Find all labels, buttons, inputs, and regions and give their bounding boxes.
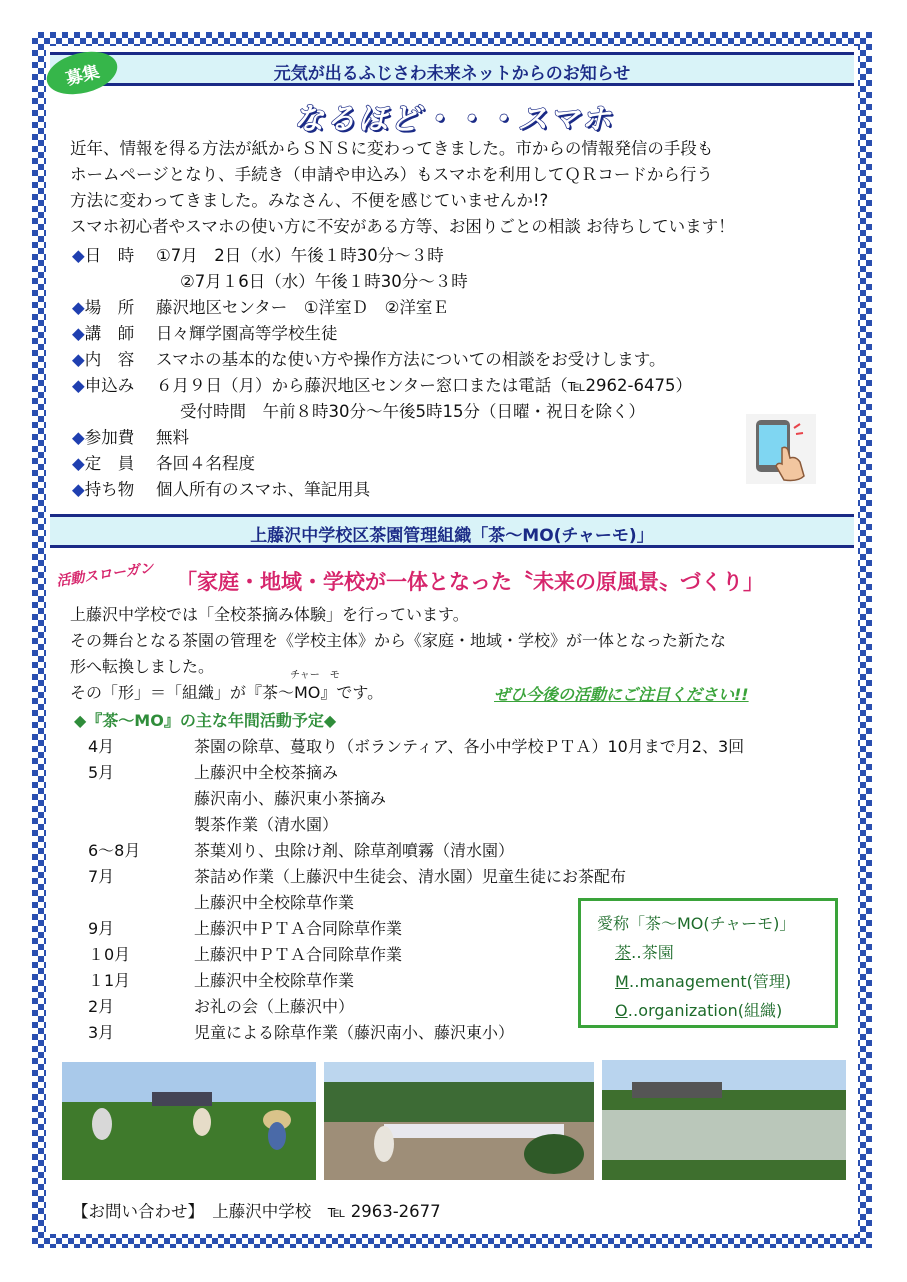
schedule-activity: 上藤沢中全校除草作業	[194, 893, 355, 912]
recruit-badge: 募集	[42, 45, 122, 101]
nickname-legend	[578, 898, 838, 1028]
schedule-month: 3月	[88, 1023, 115, 1042]
schedule-activity: 上藤沢中全校茶摘み	[194, 763, 339, 782]
intro-line: スマホ初心者やスマホの使い方に不安がある方等、お困りごとの相談 お待ちしています！	[70, 217, 735, 236]
legend-item: M‥management(管理)	[615, 972, 792, 991]
schedule-month: 9月	[88, 919, 115, 938]
detail-row: ◆日 時 ①7月 2日（水）午後１時30分～３時	[72, 246, 444, 265]
detail-row: ②7月１6日（水）午後１時30分～３時	[180, 272, 468, 291]
detail-row: ◆内 容 スマホの基本的な使い方や操作方法についての相談をお受けします。	[72, 350, 666, 369]
detail-row: ◆参加費 無料	[72, 428, 189, 447]
section2-banner	[50, 514, 854, 548]
schedule-activity: 茶詰め作業（上藤沢中生徒会、清水園）児童生徒にお茶配布	[194, 867, 627, 886]
schedule-month: 4月	[88, 737, 115, 756]
section2-header: 上藤沢中学校区茶園管理組織「茶～MO(チャーモ)」	[250, 526, 654, 546]
slogan-label: 活動スローガン	[55, 560, 155, 590]
intro-line: その舞台となる茶園の管理を《学校主体》から《家庭・地域・学校》が一体となった新たな	[70, 631, 727, 650]
schedule-activity: 上藤沢中ＰＴＡ合同除草作業	[194, 945, 403, 964]
legend-item: O‥organization(組織)	[615, 1001, 783, 1020]
ruby-text: チャー モ	[290, 670, 340, 681]
schedule-activity: 上藤沢中ＰＴＡ合同除草作業	[194, 919, 403, 938]
schedule-activity: お礼の会（上藤沢中）	[194, 997, 355, 1016]
detail-row: ◆申込み ６月９日（月）から藤沢地区センター窓口または電話（℡2962-6475）	[72, 376, 692, 395]
schedule-activity: 上藤沢中全校除草作業	[194, 971, 355, 990]
intro-line: 上藤沢中学校では「全校茶摘み体験」を行っています。	[70, 605, 469, 624]
schedule-activity: 藤沢南小、藤沢東小茶摘み	[194, 789, 387, 808]
intro-text	[70, 136, 735, 240]
section1-header: 元気が出るふじさわ未来ネットからのお知らせ	[273, 64, 631, 84]
schedule-month: 2月	[88, 997, 115, 1016]
smartphone-icon	[746, 414, 816, 484]
intro-line: 方法に変わってきました。みなさん、不便を感じていませんか!?	[70, 191, 549, 210]
schedule-month: １1月	[88, 971, 131, 990]
attention-note: ぜひ今後の活動にご注目ください!!	[494, 685, 749, 704]
detail-row: 受付時間 午前８時30分～午後5時15分（日曜・祝日を除く）	[180, 402, 645, 421]
section1-banner	[50, 52, 854, 86]
schedule-activity: 製茶作業（清水園）	[194, 815, 339, 834]
detail-row: ◆定 員 各回４名程度	[72, 454, 255, 473]
intro-line: 近年、情報を得る方法が紙からＳＮＳに変わってきました。市からの情報発信の手段も	[70, 139, 714, 158]
legend-item: 茶‥茶園	[615, 943, 674, 962]
schedule-month: 7月	[88, 867, 115, 886]
schedule-month: 5月	[88, 763, 115, 782]
legend-title: 愛称「茶～MO(チャーモ)」	[597, 914, 796, 933]
schedule-activity: 児童による除草作業（藤沢南小、藤沢東小）	[194, 1023, 515, 1042]
schedule-month: １0月	[88, 945, 131, 964]
intro-line: ホームページとなり、手続き（申請や申込み）もスマホを利用してＱＲコードから行う	[70, 165, 713, 184]
detail-row: ◆持ち物 個人所有のスマホ、筆記用具	[72, 480, 371, 499]
school-ground-photo	[324, 1062, 594, 1180]
schedule-activity: 茶葉刈り、虫除け剤、除草剤噴霧（清水園）	[194, 841, 515, 860]
schedule-month: 6～8月	[88, 841, 141, 860]
intro-line: 形へ転換しました。	[70, 657, 215, 676]
contact-footer: 【お問い合わせ】 上藤沢中学校 ℡ 2963-2677	[72, 1202, 441, 1221]
plan-title: ◆『茶～MO』の主な年間活動予定◆	[74, 711, 337, 730]
slogan: 「家庭・地域・学校が一体となった〝未来の原風景〟づくり」	[176, 570, 764, 594]
detail-row: ◆場 所 藤沢地区センター ①洋室Ｄ ②洋室Ｅ	[72, 298, 449, 317]
tea-picking-photo	[602, 1060, 846, 1180]
detail-row: ◆講 師 日々輝学園高等学校生徒	[72, 324, 338, 343]
intro-line: その「形」＝「組織」が『茶～MO』です。	[70, 683, 384, 702]
tea-field-photo-1	[62, 1062, 316, 1180]
schedule-activity: 茶園の除草、蔓取り（ボランティア、各小中学校ＰＴＡ）10月まで月2、3回	[194, 737, 745, 756]
headline: なるほど・・・スマホ	[293, 102, 614, 137]
